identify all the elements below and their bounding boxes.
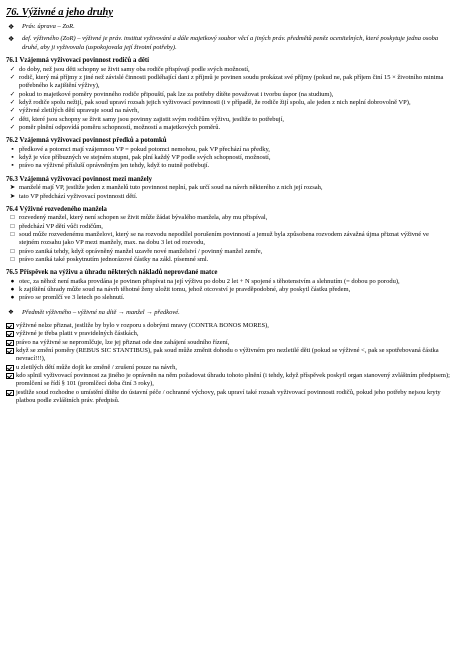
bullet-icon: □ — [10, 255, 15, 263]
document-page — [6, 6, 450, 405]
list-item — [6, 294, 450, 302]
bullet-icon: □ — [10, 214, 15, 222]
checkbox-icon — [6, 323, 14, 329]
diamond-bullet-icon: ❖ — [8, 308, 14, 316]
list-item — [6, 91, 450, 99]
section-heading: 76.1 Vzájemná vyživovací povinnost rodičů a dětí — [6, 57, 150, 65]
bullet-icon: ✓ — [9, 99, 16, 106]
checklist-item — [6, 347, 450, 364]
list-item-text: právo zaniká tehdy, když oprávněný manžel uzavře nové manželství / povinný manžel zemře, — [19, 247, 263, 255]
bullet-icon: □ — [10, 247, 15, 255]
list-item-text: otec, za něhož není matka provdána je povinen přispívat na její výživu po dobu 2 let + N spojené s těhotenstvím a slehnutím (= dobou po porodu), — [19, 277, 400, 285]
checklist-item — [6, 389, 450, 406]
list-item-text: tato VP předchází vyživovací povinnosti dětí. — [19, 192, 138, 200]
list-item-text: když je více příbuzných ve stejném stupni, pak plní každý VP podle svých schopností, možností, — [19, 154, 271, 162]
section — [6, 269, 450, 302]
bullet-icon: ✓ — [9, 74, 16, 82]
section-list — [6, 184, 450, 201]
checklist — [6, 322, 450, 405]
checkbox-icon — [6, 373, 14, 379]
checklist-item — [6, 322, 450, 330]
bullet-icon: □ — [10, 222, 15, 230]
list-item-text: předchází VP dětí vůči rodičům, — [19, 222, 103, 230]
checklist-item — [6, 364, 450, 372]
checkbox-icon — [6, 340, 14, 346]
bullet-icon: ✓ — [9, 123, 16, 131]
list-item-text: soud může rozvedenému manželovi, který se na rozvodu nepodílel porušením povinností a jemuž byla způsobena rozvodem závažná újma přiznat výživné ve stejném rozsahu jako VP mezi manžely, max. na dobu 3 let od rozvodu, — [19, 231, 429, 247]
bullet-icon: ● — [10, 294, 15, 302]
list-item — [6, 184, 450, 192]
list-item-text: manželé mají VP, jestliže jeden z manželů tuto povinnost neplní, pak určí soud na návrh některého z nich její rozsah, — [19, 184, 323, 192]
list-item-text: právo se promlčí ve 3 letech po slehnutí. — [19, 294, 125, 302]
list-item-text: právo zaniká také poskytnutím jednorázové částky na zákl. písemné sml. — [19, 255, 209, 263]
intro-text: Práv. úprava – ZoR. — [22, 23, 75, 30]
checklist-text: jestliže soud rozhodne o umístění dítěte do ústavní péče / ochranné výchovy, pak upraví také rozsah vyživovací povinnosti rodičů, pokud jeho potřeby nejsou kryty platbou podle zvláštních práv. předpisů. — [16, 388, 441, 404]
section-heading: 76.5 Příspěvek na výživu a úhradu některých nákladů neprovdané matce — [6, 269, 218, 277]
list-item — [6, 66, 450, 74]
checklist-text: kdo splnil vyživovací povinnost za jiného je oprávněn na něm požadovat úhradu tohoto plnění (i tehdy, když příspěvek poskytl organ stanovený zvláštním předpisem); promlčení se řídí § 101 (promlčecí doba činí 3 roky), — [16, 371, 450, 388]
sections — [6, 57, 450, 303]
section — [6, 57, 450, 132]
section — [6, 206, 450, 264]
list-item — [6, 107, 450, 115]
section-list — [6, 66, 450, 132]
list-item-text: když rodiče spolu nežijí, pak soud upraví rozsah jejich vyživovací povinnosti (i v případě, že rodiče žijí spolu, ale jeden z nich neplní dobrovolně VP), — [19, 99, 411, 106]
section-list — [6, 146, 450, 171]
section — [6, 176, 450, 201]
list-item-text: předkové a potomci mají vzájemnou VP = pokud potomci nemohou, pak VP přechází na předky, — [19, 145, 270, 153]
list-item — [6, 231, 450, 248]
predmet-text: Předmět výživného – výživné na dítě → manžel → předkové. — [22, 308, 180, 316]
checklist-item — [6, 330, 450, 338]
intro-list — [6, 23, 450, 52]
list-item-text: poměr plnění odpovídá poměru schopností, možností a majetkových poměrů. — [19, 123, 221, 131]
section-heading: 76.2 Vzájemná vyživovací povinnost předků a potomků — [6, 137, 167, 145]
bullet-icon: ✓ — [9, 65, 16, 73]
diamond-bullet-icon: ❖ — [8, 23, 15, 31]
bullet-icon: ➤ — [9, 192, 16, 200]
list-item-text: k zajištění úhrady může soud na návrh těhotné ženy uložit tomu, jehož otcovství je pravděpodobné, aby poskytl částku předem, — [19, 286, 351, 294]
section-heading: 76.4 Výživné rozvedeného manžela — [6, 205, 107, 213]
list-item — [6, 214, 450, 222]
checklist-text: u zletilých dětí může dojít ke změně / zrušení pouze na návrh, — [16, 363, 177, 371]
bullet-icon: ▪ — [11, 154, 14, 162]
checklist-text: výživné je třeba platit v pravidelných částkách, — [16, 330, 139, 338]
list-item-text: rodič, který má příjmy z jiné než závislé činnosti podléhající dani z příjmů je povinen soudu prokázat své příjmy (pokud ne, pak příjem činí 15 × životního minima potřebného k zajištění výživy), — [19, 74, 444, 90]
list-item — [6, 124, 450, 132]
bullet-icon: □ — [10, 231, 15, 239]
bullet-icon: ➤ — [9, 184, 16, 192]
list-item-text: právo na výživné přísluší oprávněným jen tehdy, když to nutně potřebují. — [19, 162, 210, 170]
checklist-text: právo na výživné se nepromlčuje, lze jej přiznat ode dne zahájení soudního řízení, — [16, 338, 230, 346]
checkbox-icon — [6, 365, 14, 371]
list-item — [6, 278, 450, 286]
section — [6, 137, 450, 170]
section-heading: 76.3 Vzájemná vyživovací povinnost mezi manžely — [6, 175, 152, 183]
checklist-item — [6, 339, 450, 347]
checklist-item — [6, 372, 450, 389]
bullet-icon: ▪ — [11, 162, 14, 170]
list-item-text: rozvedený manžel, který není schopen se živit může žádat bývalého manžela, aby mu přispíval, — [19, 214, 268, 222]
page-title: 76. Výživné a jeho druhy — [6, 7, 114, 18]
section-list — [6, 214, 450, 264]
list-item — [6, 116, 450, 124]
list-item — [6, 223, 450, 231]
predmet-paragraph — [6, 309, 450, 317]
bullet-icon: ● — [10, 277, 15, 285]
checkbox-icon — [6, 390, 14, 396]
bullet-icon: ✓ — [9, 90, 16, 98]
checkbox-icon — [6, 348, 14, 354]
list-item — [6, 248, 450, 256]
list-item — [6, 154, 450, 162]
bullet-icon: ▪ — [11, 145, 14, 153]
checklist-text: když se změní poměry (REBUS SIC STANTIBUS), pak soud může změnit dohodu o výživném pro nezletilé děti (pokud se výživné <, pak se spotřebovaná částka nevrací!!!), — [16, 347, 439, 363]
list-item-text: pokud to majetkové poměry povinného rodiče připouští, pak lze za potřeby dítěte považovat i tvorbu úspor (na studium), — [19, 90, 334, 98]
bullet-icon: ✓ — [9, 107, 16, 115]
list-item — [6, 146, 450, 154]
checklist-text: výživné nelze přiznat, jestliže by bylo v rozporu s dobrými mravy (CONTRA BONOS MORES), — [16, 322, 269, 330]
bullet-icon: ● — [10, 286, 15, 294]
checkbox-icon — [6, 331, 14, 337]
list-item-text: do doby, než jsou děti schopny se živit samy oba rodiče přispívají podle svých možností, — [19, 65, 250, 73]
list-item — [6, 286, 450, 294]
list-item-text: výživné zletilých dětí upravuje soud na návrh, — [19, 107, 140, 115]
list-item — [6, 162, 450, 170]
list-item — [6, 99, 450, 107]
bullet-icon: ✓ — [9, 115, 16, 123]
list-item — [6, 193, 450, 201]
intro-item — [6, 35, 450, 52]
intro-item — [6, 23, 450, 31]
list-item — [6, 256, 450, 264]
list-item — [6, 74, 450, 91]
diamond-bullet-icon: ❖ — [8, 35, 15, 44]
list-item-text: děti, které jsou schopny se živit samy jsou povinny zajistit svým rodičům výživu, jestliže to potřebují, — [19, 115, 285, 123]
intro-text: def. výživného (ZoR) – výživné je práv. institut vyživování a dále majetkový soubor věcí a jiných práv. předmětů peněz ocenitelných, které poskytuje jedna osoba druhé, aby ji vyživovala (uspokojovala její životní potřeby). — [22, 35, 439, 51]
section-list — [6, 278, 450, 303]
